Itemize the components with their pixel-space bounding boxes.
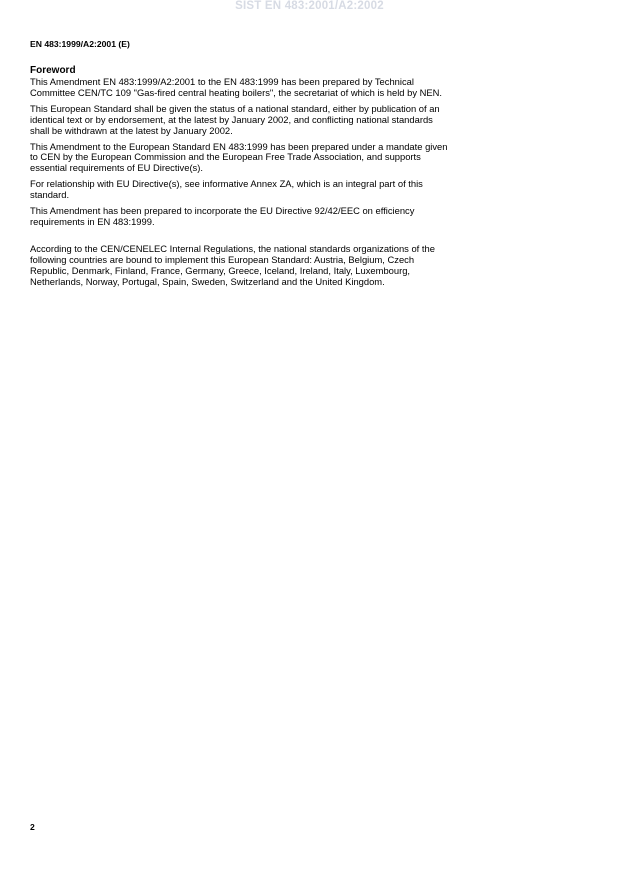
paragraph-implementing-countries: According to the CEN/CENELEC Internal Regulations, the national standards organizations of the following countries are bound to implement this European Standard: Austria, Belgium, Czech Republic, Denmark, Finland, France, Germany, Greece, Iceland, Ireland, Italy, Luxembourg, Netherlands, Norway, Portugal, Spain, Sweden, Switzerland and the United Kingdom. bbox=[30, 242, 435, 287]
paragraph-national-status: This European Standard shall be given the status of a national standard, either by publication of an identical text or by endorsement, at the latest by January 2002, and conflicting national standards shall be withdrawn at the latest by January 2002. bbox=[30, 102, 440, 136]
paragraph-directive-relationship: For relationship with EU Directive(s), see informative Annex ZA, which is an integral part of this standard. bbox=[30, 178, 423, 201]
document-reference: EN 483:1999/A2:2001 (E) bbox=[30, 39, 130, 49]
page-number: 2 bbox=[30, 822, 35, 832]
foreword-heading: Foreword bbox=[30, 65, 76, 76]
foreword-section bbox=[30, 65, 590, 293]
watermark-title: SIST EN 483:2001/A2:2002 bbox=[235, 0, 384, 12]
paragraph-mandate: This Amendment to the European Standard EN 483:1999 has been prepared under a mandate given to CEN by the European Commission and the European Free Trade Association, and supports essential requirements of EU Directive(s). bbox=[30, 140, 448, 174]
paragraph-efficiency-directive: This Amendment has been prepared to incorporate the EU Directive 92/42/EEC on efficiency requirements in EN 483:1999. bbox=[30, 205, 415, 227]
paragraph-amendment-prepared: This Amendment EN 483:1999/A2:2001 to the EN 483:1999 has been prepared by Technical Committee CEN/TC 109 "Gas-fired central heating boilers", the secretariat of which is held by NEN. bbox=[30, 76, 443, 98]
